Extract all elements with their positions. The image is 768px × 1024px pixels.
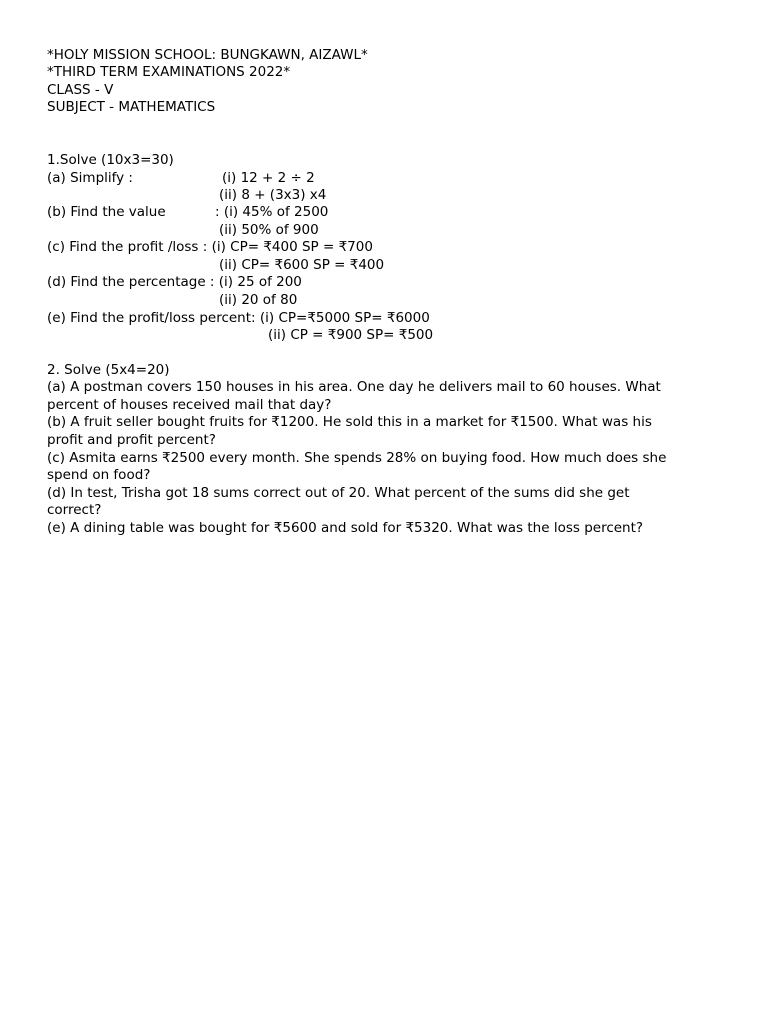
exam-title: *THIRD TERM EXAMINATIONS 2022*	[47, 64, 291, 80]
question-1c-line: (c) Find the profit /loss : (i) CP= ₹400 SP = ₹700	[47, 239, 373, 255]
question-2b-line-2: profit and profit percent?	[47, 432, 216, 448]
question-1e-part-ii: (ii) CP = ₹900 SP= ₹500	[268, 327, 434, 343]
question-2e-line-1: (e) A dining table was bought for ₹5600 and sold for ₹5320. What was the loss percent?	[47, 520, 644, 536]
question-1a-label: (a) Simplify :	[47, 170, 133, 186]
question-1b-part-ii: (ii) 50% of 900	[219, 222, 319, 238]
question-1e-line: (e) Find the profit/loss percent: (i) CP=₹5000 SP= ₹6000	[47, 310, 430, 326]
question-2c-line-2: spend on food?	[47, 467, 151, 483]
class-label: CLASS - V	[47, 82, 114, 98]
school-name: *HOLY MISSION SCHOOL: BUNGKAWN, AIZAWL*	[47, 47, 368, 63]
question-2d-line-2: correct?	[47, 502, 102, 518]
question-1-title: 1.Solve (10x3=30)	[47, 152, 174, 168]
question-1d-line: (d) Find the percentage : (i) 25 of 200	[47, 274, 302, 290]
question-1b-label: (b) Find the value	[47, 204, 166, 220]
question-2b-line-1: (b) A fruit seller bought fruits for ₹1200. He sold this in a market for ₹1500. What was his	[47, 414, 652, 430]
question-2a-line-1: (a) A postman covers 150 houses in his area. One day he delivers mail to 60 houses. What	[47, 379, 661, 395]
question-2a-line-2: percent of houses received mail that day?	[47, 397, 332, 413]
question-1c-part-ii: (ii) CP= ₹600 SP = ₹400	[219, 257, 385, 273]
question-1b-part-i: : (i) 45% of 2500	[215, 204, 329, 220]
question-1d-part-ii: (ii) 20 of 80	[219, 292, 298, 308]
question-2d-line-1: (d) In test, Trisha got 18 sums correct out of 20. What percent of the sums did she get	[47, 485, 630, 501]
subject-label: SUBJECT - MATHEMATICS	[47, 99, 216, 115]
question-1a-part-i: (i) 12 + 2 ÷ 2	[222, 170, 315, 186]
question-1a-part-ii: (ii) 8 + (3x3) x4	[219, 187, 327, 203]
question-2-title: 2. Solve (5x4=20)	[47, 362, 170, 378]
question-2c-line-1: (c) Asmita earns ₹2500 every month. She spends 28% on buying food. How much does she	[47, 450, 667, 466]
